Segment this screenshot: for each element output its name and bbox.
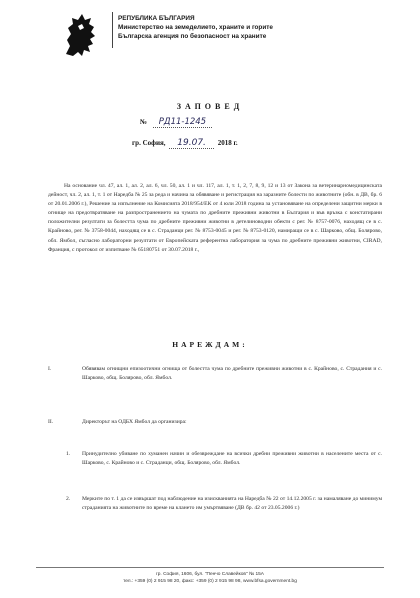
footer-divider xyxy=(36,567,384,568)
legal-basis-paragraph: На основание чл. 47, ал. 1, ал. 2, ал. 6, чл. 50, ал. 1 и чл. 117, ал. 1, т. 1, 2, 7, 8, 9, 12 и 13 от Закона за ветеринарномедицинската дейност, чл. 2, ал. 1, т. 1 от Наредба № 25 за реда и начина за обявяване и регистрация на заразните болести по животните (обн. в ДВ, бр. 6 от 20.01.2006 г.), Решение за изпълнение на Комисията 2018/954/ЕК от 4 юли 2018 година за установяване на определени защитни мерки в огнище на предотвратяване на разпространението на чумата по дребните преживни животни в България и във връзка с констатирани положителни резултати за болестта чума по дребните преживни животни в детелиноводни обекти с рег. № 8757-0076, находящ се в с. Крайново, рег. № 3758-0044, находящ се в с. Страданци рег. № 8753-0045 и рег. № 8753-0120, намиращи се в с. Шарково, общ. Болярово, обл. Ямбол, съгласно лабораторни резултати от Европейската референтна лаборатория за чума по дребните преживни животни, CIRAD, Франция, с протокол от изпитване № 65180751 от 30.07.2018 г., xyxy=(48,183,382,253)
item-text: Принудително убиване по хуманен начин и обезвреждане на всички дребни преживни животни в населените места от с. Шарково, с. Крайново и с. Страданци, общ. Болярово, обл. Ямбол. xyxy=(82,451,382,467)
city-prefix: гр. София, xyxy=(132,139,166,147)
footer-address: гр. София, 1606, бул. "Пенчо Славейков" № 15А xyxy=(156,572,264,577)
item-number: 2. xyxy=(66,496,71,502)
city-date-line xyxy=(132,138,238,148)
order-number: РД11-1245 xyxy=(153,117,212,128)
ministry-line: Министерство на земеделието, храните и горите xyxy=(118,24,273,31)
document-title: ЗАПОВЕД xyxy=(176,102,244,111)
item-text: Обявявам огнищни епизоотични огнища от болестта чума по дребните преживни животни в с. Крайново, с. Страдания и с. Шарково, общ. Болярово, обл. Ямбол. xyxy=(82,366,382,382)
republic-line: РЕПУБЛИКА БЪЛГАРИЯ xyxy=(118,15,195,22)
page-footer xyxy=(0,571,420,585)
order-number-line xyxy=(140,117,212,127)
agency-line: Българска агенция по безопасност на храните xyxy=(118,33,267,40)
order-date: 19.07. xyxy=(169,138,214,149)
footer-contacts: тел.: +359 (0) 2 915 98 20, факс: +359 (0) 2 915 98 98, www.bfsa.government.bg xyxy=(123,579,297,584)
number-label: № xyxy=(140,118,148,126)
item-number: I. xyxy=(48,366,52,372)
institution-header xyxy=(118,14,408,41)
date-suffix: 2018 г. xyxy=(217,139,238,147)
item-number: II. xyxy=(48,419,54,425)
header-divider xyxy=(112,12,113,48)
bulgarian-lion-crest-icon xyxy=(58,10,102,60)
item-text: Директорът на ОДБХ Ямбол да организира: xyxy=(82,419,187,425)
item-number: 1. xyxy=(66,451,71,457)
orders-heading: НАРЕЖДАМ: xyxy=(172,340,248,349)
item-text: Мерките по т. 1 да се извършат под наблюдение на изискванията на Наредба № 22 от 14.12.2005 г. за намаляване до минимум страданията на животните по време на клането им умъртвяване (ДВ бр. 42 от 23.05.2006 г.) xyxy=(82,496,382,512)
